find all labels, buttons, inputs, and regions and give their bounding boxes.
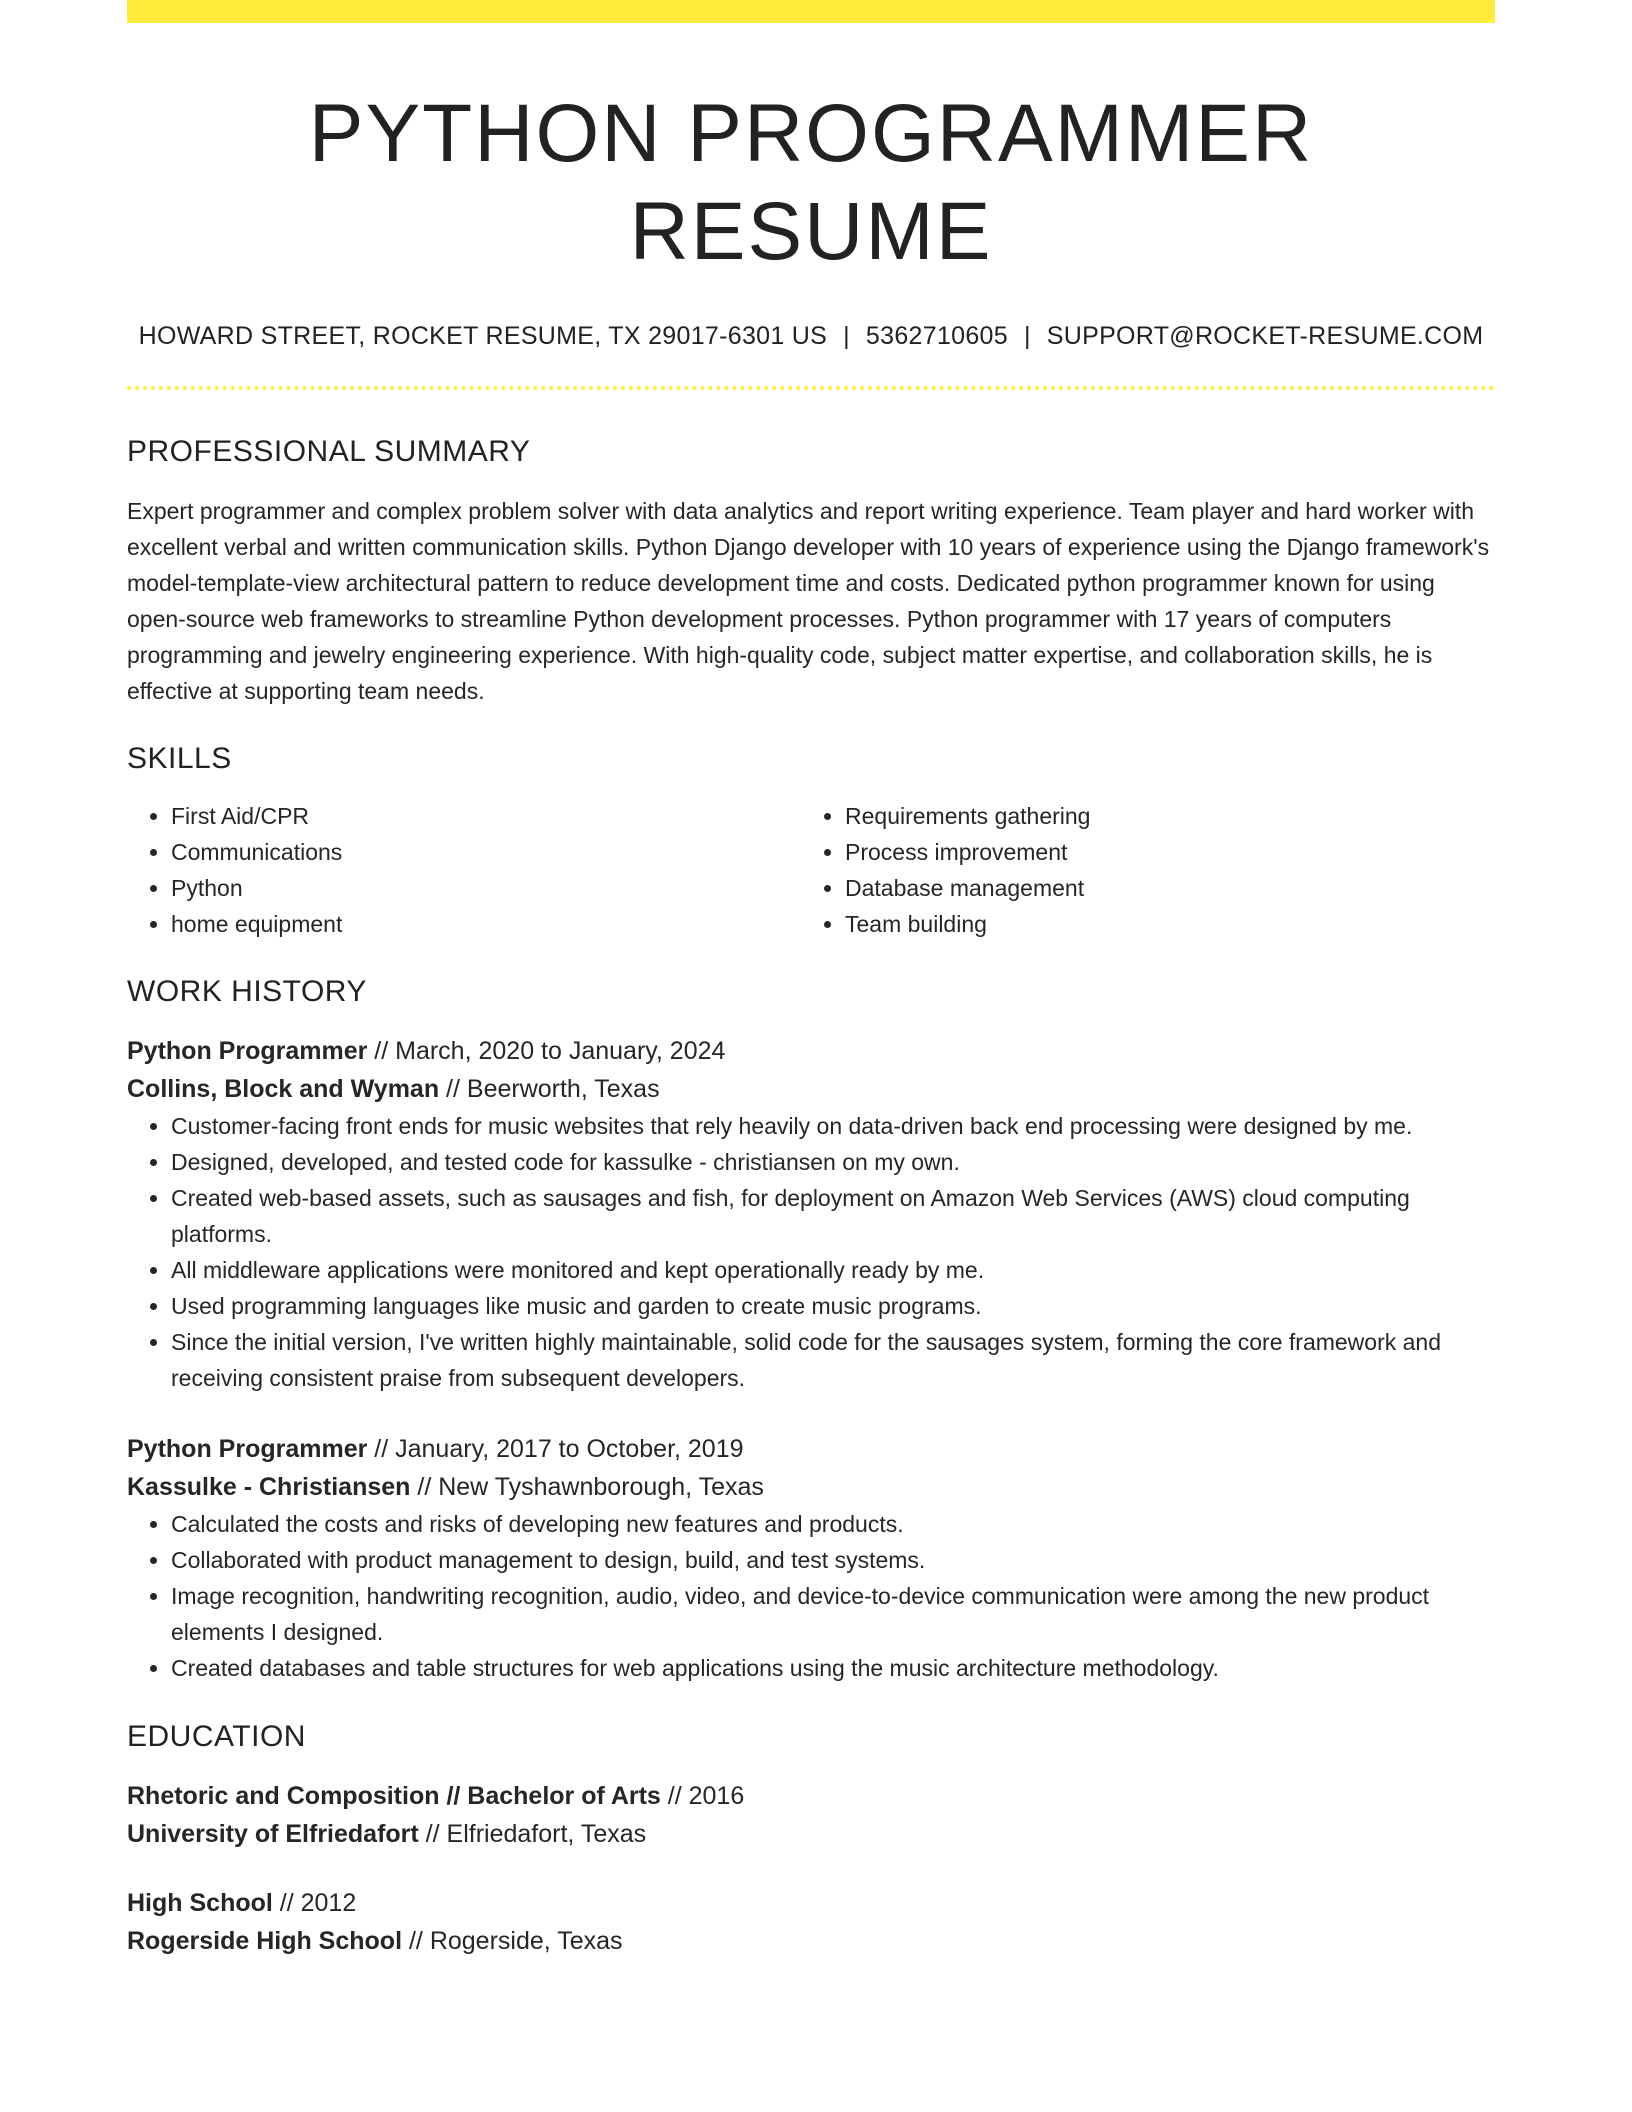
education-degree-line — [127, 1884, 1495, 1922]
skill-item: • Database management — [845, 870, 1475, 906]
education-year: // 2012 — [272, 1888, 357, 1917]
skills-column-right — [801, 798, 1475, 942]
resume-title: PYTHON PROGRAMMER RESUME — [308, 88, 1314, 278]
education-heading: EDUCATION — [127, 1719, 306, 1753]
education-entry — [127, 1777, 1495, 1853]
education-school: Rogerside High School — [127, 1926, 403, 1955]
job-bullet: • All middleware applications were monitored and kept operationally ready by me. — [171, 1252, 1495, 1288]
contact-separator: | — [843, 321, 850, 350]
job-location: // Beerworth, Texas — [439, 1074, 660, 1103]
summary-text: Expert programmer and complex problem solver with data analytics and report writing experience. Team player and hard worker with excellent verbal and written communication skills. Python Django developer with 10 years of experience using the Django framework's model-template-view architectural pattern to reduce development time and costs. Dedicated python programmer known for using open-source web frameworks to streamline Python development processes. Python programmer with 17 years of computers programming and jewelry engineering experience. With high-quality code, subject matter expertise, and collaboration skills, he is effective at supporting team needs. — [127, 497, 1490, 704]
skill-item: • First Aid/CPR — [171, 798, 801, 834]
education-school-line — [127, 1922, 1495, 1960]
dotted-divider — [127, 386, 1495, 390]
contact-address: HOWARD STREET, ROCKET RESUME, TX 29017-6301 US — [138, 321, 828, 350]
skill-item: • Requirements gathering — [845, 798, 1475, 834]
job-bullet: • Since the initial version, I've written highly maintainable, solid code for the sausages system, forming the core framework and receiving consistent praise from subsequent developers. — [171, 1324, 1495, 1396]
skills-column-left — [127, 798, 801, 942]
skill-item: • Communications — [171, 834, 801, 870]
job-bullet: • Collaborated with product management to design, build, and test systems. — [171, 1542, 1495, 1578]
skill-item: • Process improvement — [845, 834, 1475, 870]
job-title-line — [127, 1430, 1495, 1468]
job-dates: // March, 2020 to January, 2024 — [367, 1036, 726, 1065]
job-company-line — [127, 1070, 1495, 1108]
education-school-line — [127, 1815, 1495, 1853]
resume-page — [127, 0, 1495, 1960]
job-location: // New Tyshawnborough, Texas — [410, 1472, 764, 1501]
skill-item: • home equipment — [171, 906, 801, 942]
education-year: // 2016 — [660, 1781, 745, 1810]
job-company: Kassulke - Christiansen — [127, 1472, 411, 1501]
education-location: // Rogerside, Texas — [402, 1926, 623, 1955]
job-company-line — [127, 1468, 1495, 1506]
job-role: Python Programmer — [127, 1434, 368, 1463]
job-bullet: • Calculated the costs and risks of developing new features and products. — [171, 1506, 1495, 1542]
skill-item: • Team building — [845, 906, 1475, 942]
education-degree-line — [127, 1777, 1495, 1815]
skills-heading: SKILLS — [127, 741, 232, 775]
job-bullet: • Created web-based assets, such as sausages and fish, for deployment on Amazon Web Services (AWS) cloud computing platforms. — [171, 1180, 1495, 1252]
summary-heading: PROFESSIONAL SUMMARY — [127, 434, 531, 468]
work-history-heading: WORK HISTORY — [127, 974, 367, 1008]
education-degree: Rhetoric and Composition // Bachelor of Arts — [127, 1781, 661, 1810]
skill-item: • Python — [171, 870, 801, 906]
job-company: Collins, Block and Wyman — [127, 1074, 440, 1103]
job-bullet: • Designed, developed, and tested code for kassulke - christiansen on my own. — [171, 1144, 1495, 1180]
job-dates: // January, 2017 to October, 2019 — [367, 1434, 744, 1463]
contact-line — [127, 322, 1495, 351]
job-bullet: • Created databases and table structures for web applications using the music architecture methodology. — [171, 1650, 1495, 1686]
top-accent-bar — [127, 0, 1495, 23]
education-school: University of Elfriedafort — [127, 1819, 419, 1848]
job-bullet: • Customer-facing front ends for music websites that rely heavily on data-driven back end processing were designed by me. — [171, 1108, 1495, 1144]
contact-phone: 5362710605 — [865, 321, 1008, 350]
contact-separator: | — [1023, 321, 1031, 350]
job-title-line — [127, 1032, 1495, 1070]
education-location: // Elfriedafort, Texas — [418, 1819, 647, 1848]
job-entry — [127, 1430, 1495, 1686]
contact-email: SUPPORT@ROCKET-RESUME.COM — [1046, 321, 1484, 350]
job-bullet: • Used programming languages like music and garden to create music programs. — [171, 1288, 1495, 1324]
job-bullets — [127, 1506, 1495, 1686]
job-role: Python Programmer — [127, 1036, 368, 1065]
job-bullet: • Image recognition, handwriting recognition, audio, video, and device-to-device communication were among the new product elements I designed. — [171, 1578, 1495, 1650]
job-bullets — [127, 1108, 1495, 1396]
education-entry — [127, 1884, 1495, 1960]
skills-list — [127, 798, 1495, 942]
education-degree: High School — [127, 1888, 273, 1917]
job-entry — [127, 1032, 1495, 1396]
